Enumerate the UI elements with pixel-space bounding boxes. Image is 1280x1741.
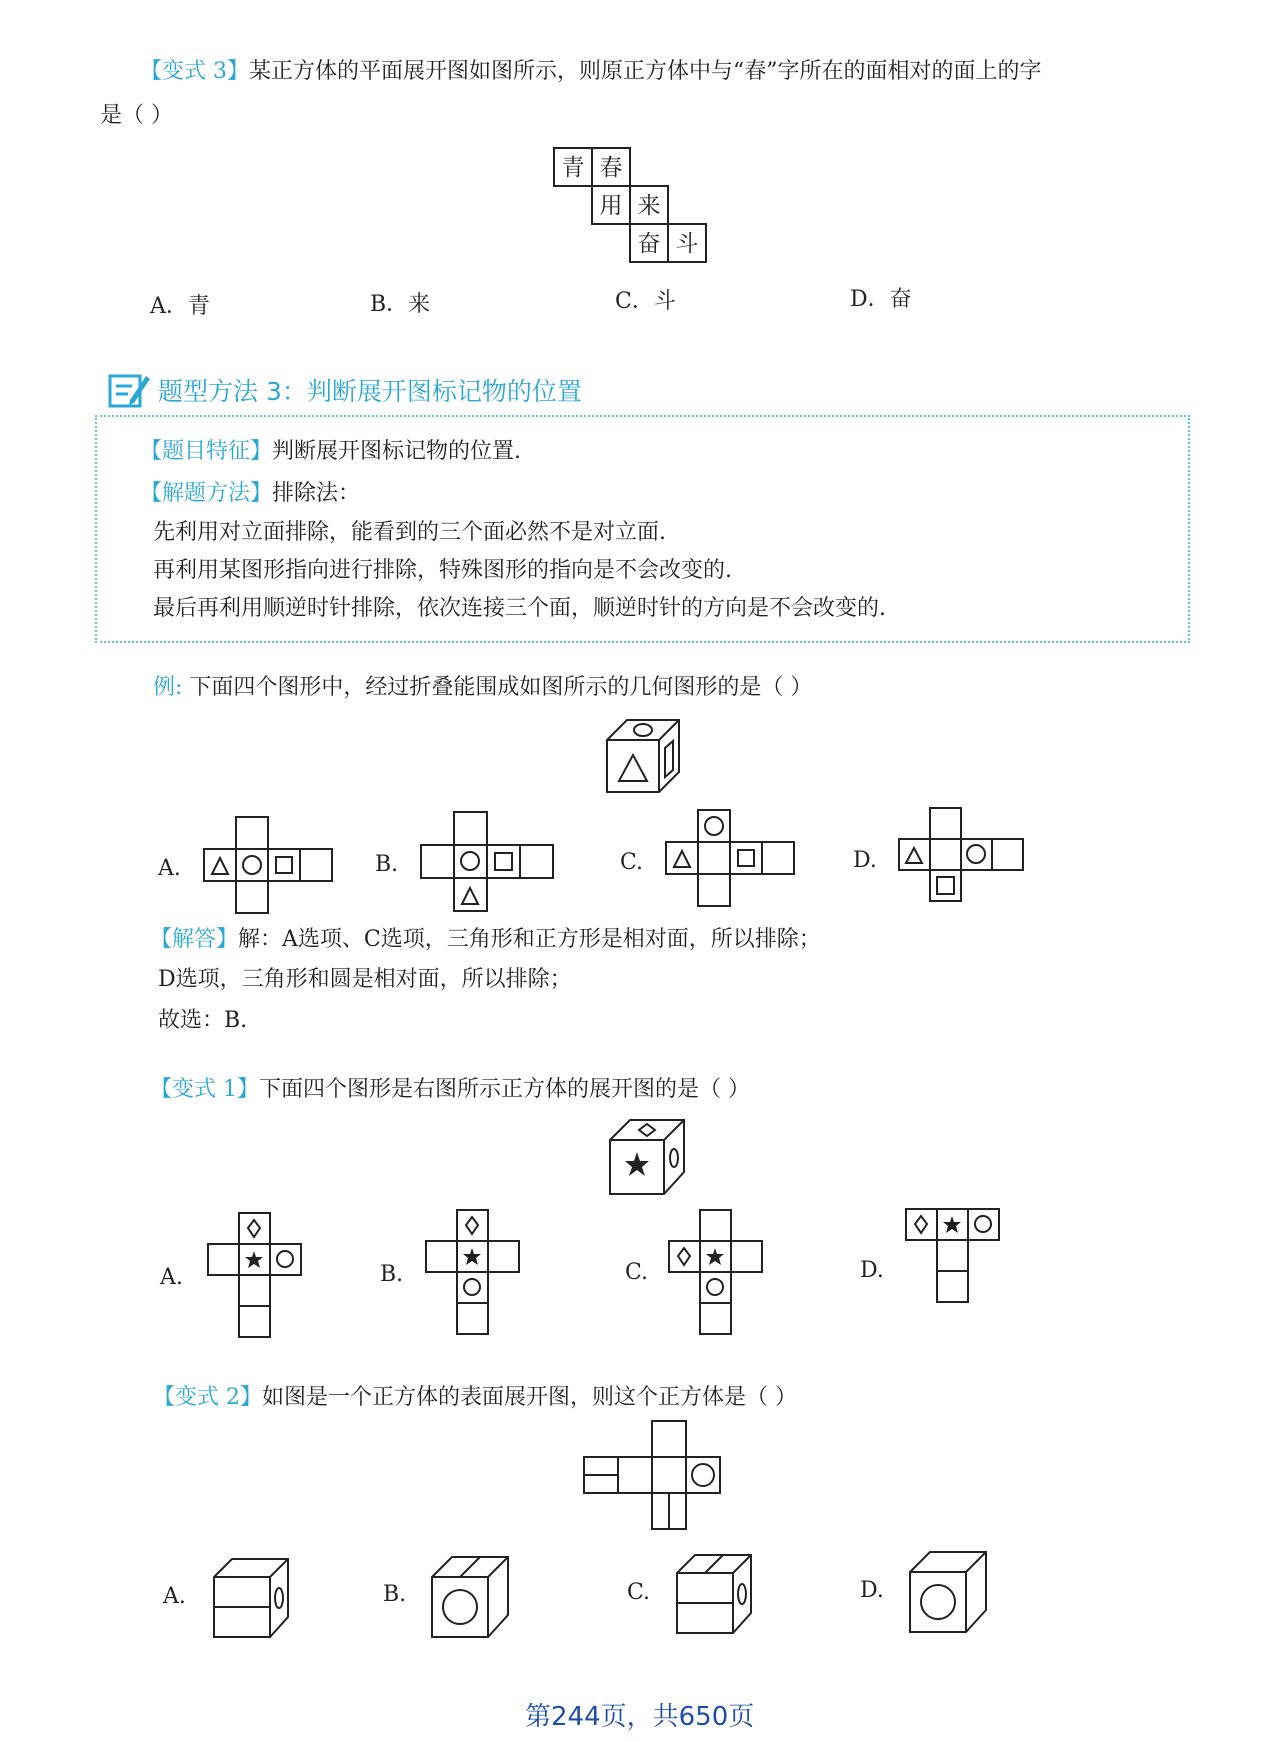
v3-option-a[interactable]: A．青 <box>150 294 210 319</box>
net-char: 斗 <box>675 231 699 257</box>
method3-feature <box>140 437 521 467</box>
net-char: 用 <box>599 193 623 219</box>
method3-line: 最后再利用顺逆时针排除，依次连接三个面，顺逆时针的方向是不会改变的. <box>153 596 886 621</box>
v3-tag: 【变式 3】 <box>140 59 249 84</box>
v1-stem: 下面四个图形是右图所示正方体的展开图的是（ ） <box>259 1077 750 1102</box>
method3-line: 再利用某图形指向进行排除，特殊图形的指向是不会改变的. <box>153 558 732 583</box>
example-label-b[interactable]: B. <box>375 852 399 877</box>
net-char: 奋 <box>637 231 661 257</box>
net-char: 青 <box>561 155 585 181</box>
answer-line2: D选项，三角形和圆是相对面，所以排除； <box>158 967 572 992</box>
v3-option-d[interactable]: D．奋 <box>850 287 912 312</box>
v1-tag: 【变式 1】 <box>150 1077 259 1102</box>
answer-line3: 故选：B. <box>158 1008 248 1033</box>
example-cube-figure <box>605 718 685 798</box>
net-char: 春 <box>599 155 623 181</box>
v2-label-d[interactable]: D. <box>860 1578 884 1603</box>
answer-tag: 【解答】 <box>150 927 239 952</box>
solve-text: 排除法： <box>272 481 361 506</box>
v1-net-c[interactable] <box>667 1208 763 1336</box>
v1-cube-figure <box>608 1118 690 1198</box>
example-stem: 下面四个图形中，经过折叠能围成如图所示的几何图形的是（ ） <box>189 675 813 700</box>
notes-edit-icon <box>108 370 152 410</box>
v2-cube-d[interactable] <box>908 1550 988 1634</box>
v2-tag: 【变式 2】 <box>153 1385 262 1410</box>
example-net-d[interactable] <box>898 806 1022 904</box>
v3-net-figure <box>552 146 722 266</box>
v1-net-a[interactable] <box>206 1211 302 1339</box>
v1-question <box>150 1075 750 1105</box>
page-number: 第244页，共650页 <box>525 1702 755 1732</box>
method3-title: 题型方法 3：判断展开图标记物的位置 <box>158 377 582 406</box>
example-net-a[interactable] <box>203 815 331 913</box>
method3-line: 先利用对立面排除，能看到的三个面必然不是对立面. <box>153 520 666 545</box>
v3-option-b[interactable]: B．来 <box>370 292 431 317</box>
v2-stem: 如图是一个正方体的表面展开图，则这个正方体是（ ） <box>262 1385 797 1410</box>
v1-net-b[interactable] <box>424 1208 520 1336</box>
v1-label-b[interactable]: B. <box>380 1262 404 1287</box>
answer-line1: 【解答】解：A选项、C选项，三角形和正方形是相对面，所以排除； <box>150 927 821 952</box>
v2-cube-b[interactable] <box>430 1555 510 1639</box>
v3-option-c[interactable]: C．斗 <box>615 289 676 314</box>
v1-net-d[interactable] <box>904 1207 1000 1335</box>
v2-question <box>153 1383 797 1413</box>
method3-solve <box>140 479 360 509</box>
net-char: 来 <box>637 193 661 219</box>
v1-label-c[interactable]: C. <box>625 1260 649 1285</box>
v3-stem-line2: 是（ ） <box>100 103 173 128</box>
v2-cube-a[interactable] <box>212 1557 290 1639</box>
example-tag: 例: <box>153 675 183 700</box>
example-label-a[interactable]: A. <box>158 856 181 881</box>
feature-tag: 【题目特征】 <box>140 439 273 464</box>
v1-label-a[interactable]: A. <box>160 1265 183 1290</box>
v3-question <box>140 57 1042 87</box>
v2-label-a[interactable]: A. <box>163 1584 186 1609</box>
v2-label-c[interactable]: C. <box>627 1580 651 1605</box>
example-label-d[interactable]: D. <box>853 848 877 873</box>
example-net-c[interactable] <box>665 808 793 908</box>
example-label-c[interactable]: C. <box>620 850 644 875</box>
v2-label-b[interactable]: B. <box>383 1582 407 1607</box>
example-question <box>153 673 812 703</box>
v3-stem-line1: 某正方体的平面展开图如图所示，则原正方体中与“春”字所在的面相对的面上的字 <box>249 59 1042 84</box>
v2-cube-c[interactable] <box>675 1553 753 1635</box>
example-net-b[interactable] <box>420 810 552 912</box>
solve-tag: 【解题方法】 <box>140 481 273 506</box>
v2-net-figure <box>582 1419 722 1531</box>
v1-label-d[interactable]: D. <box>860 1258 884 1283</box>
feature-text: 判断展开图标记物的位置. <box>272 439 522 464</box>
